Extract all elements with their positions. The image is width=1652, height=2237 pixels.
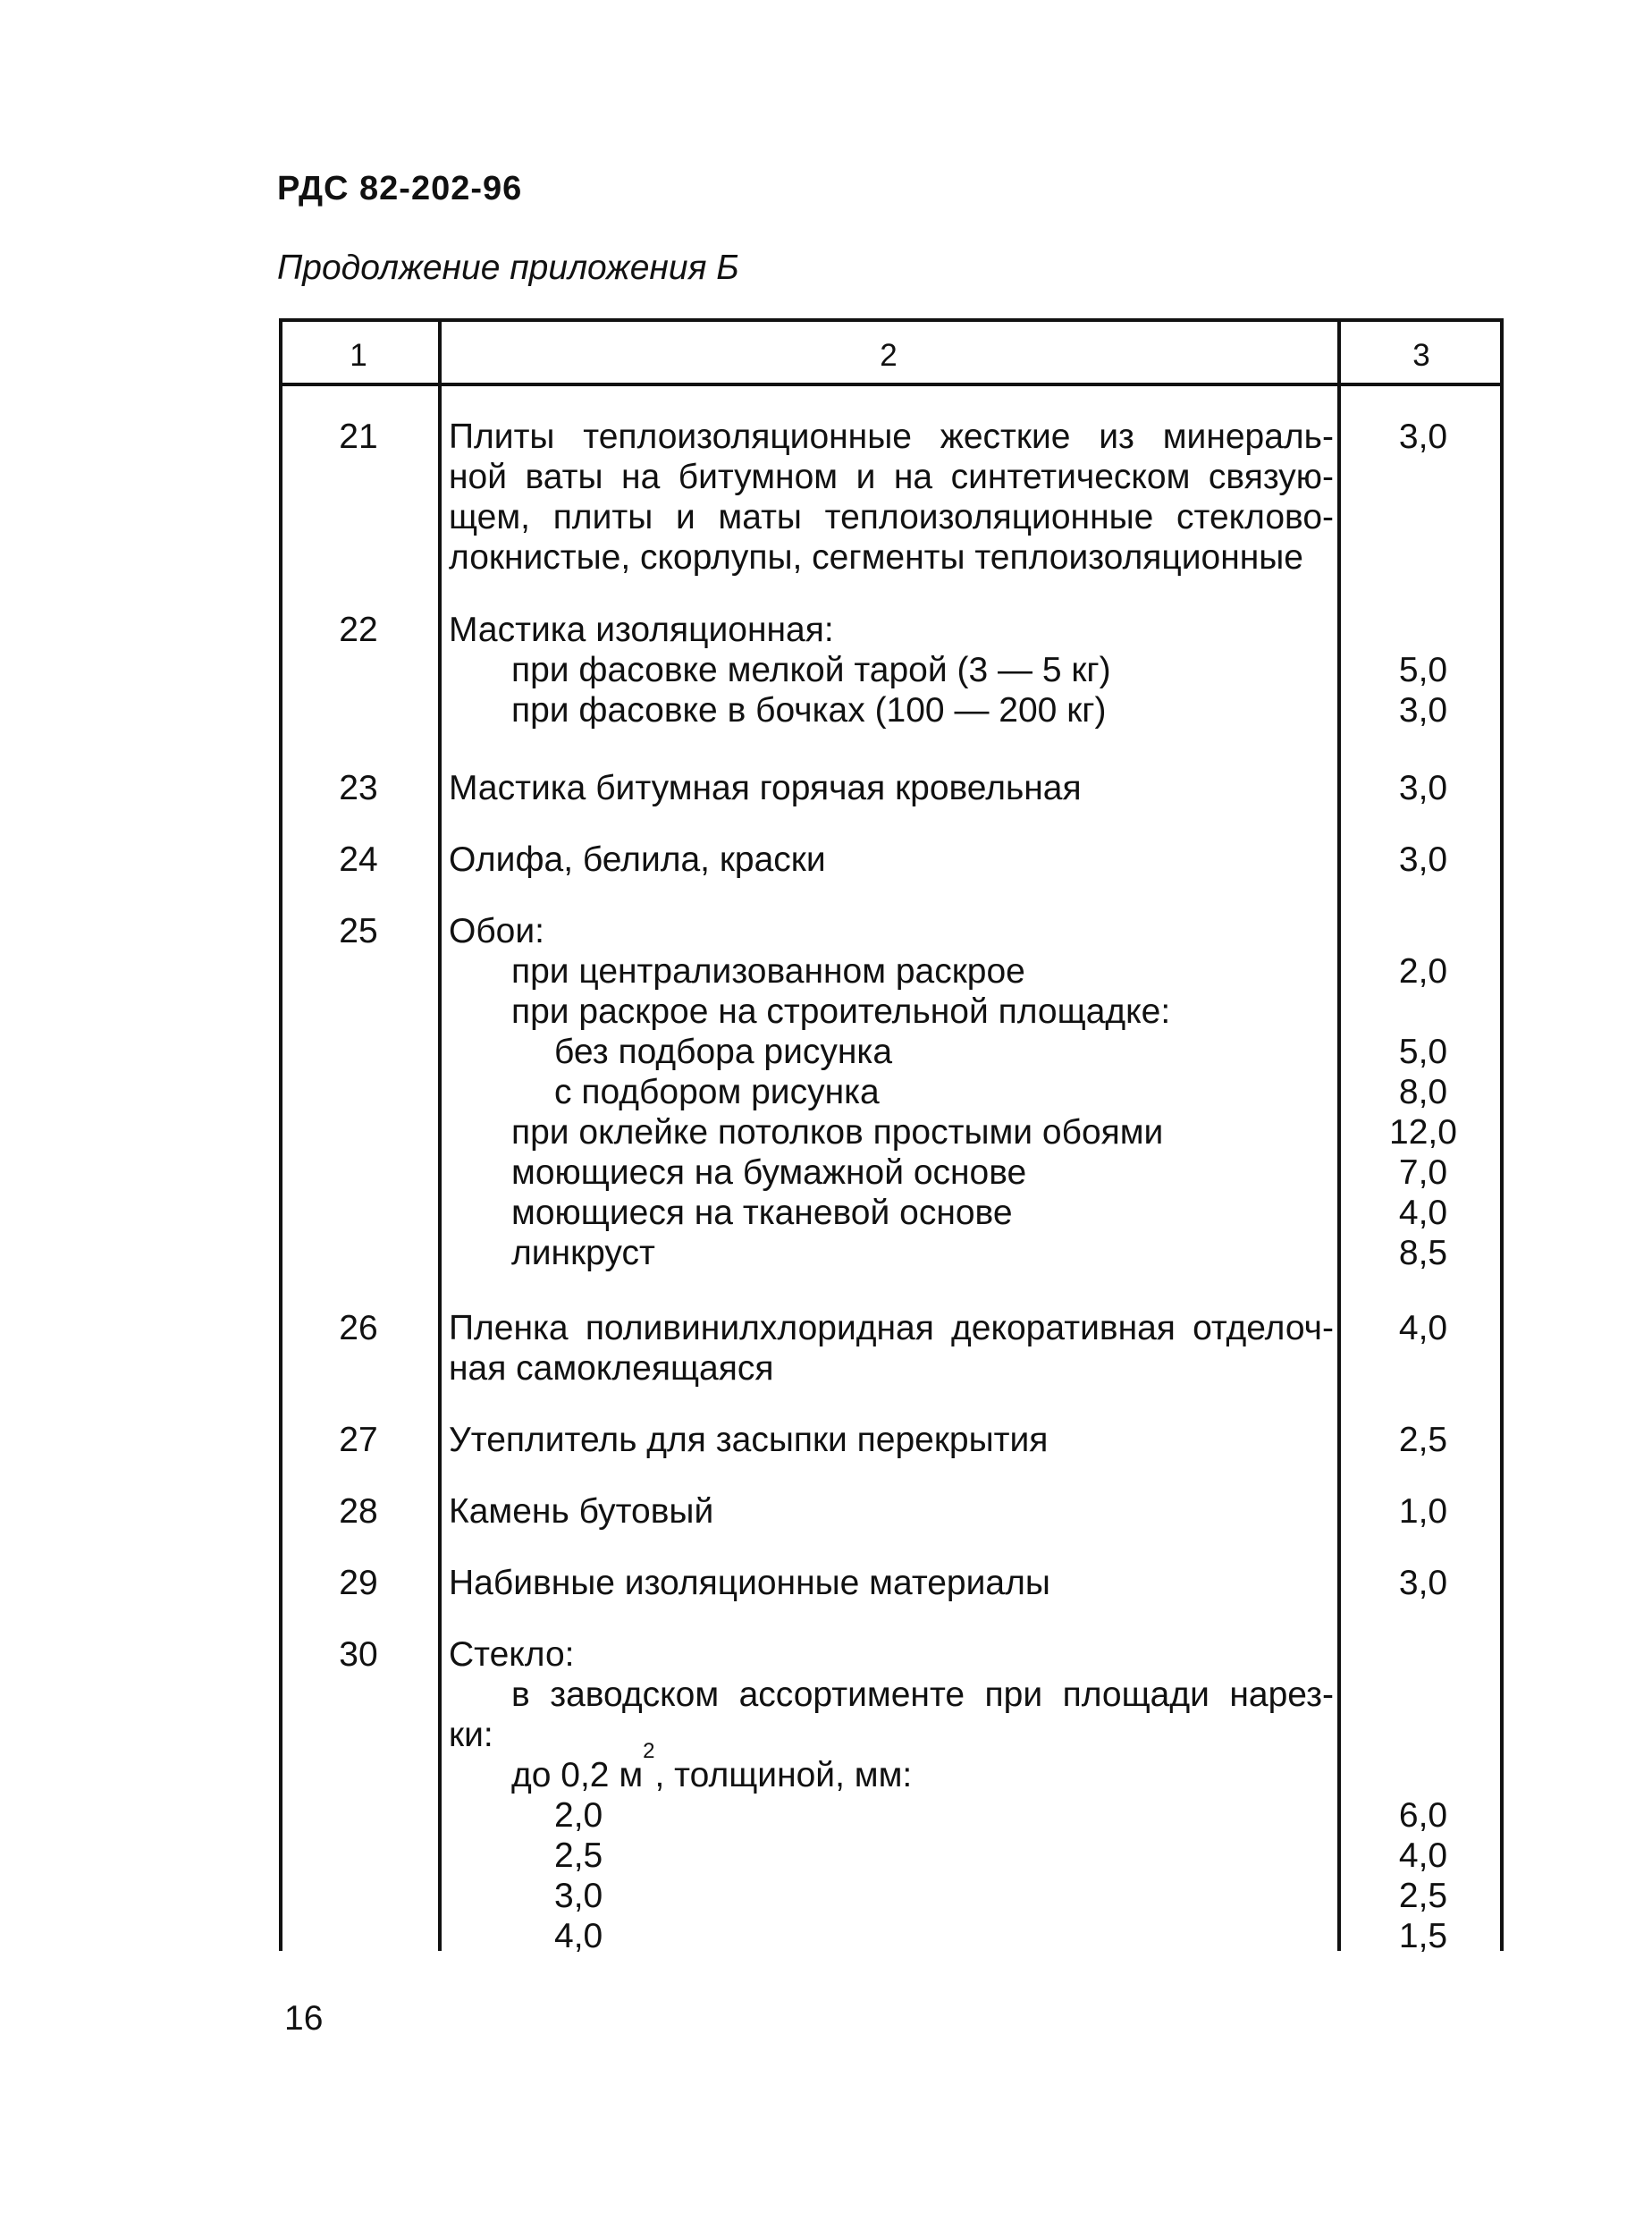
description-line: 2,5 (554, 1836, 603, 1875)
doc-code: РДС 82-202-96 (277, 170, 523, 207)
description-line: при оклейке потолков простыми обоями (511, 1113, 1164, 1152)
row-number: 28 (339, 1492, 378, 1531)
value-cell (1343, 1634, 1504, 1675)
description-line: линкруст (511, 1234, 655, 1272)
description-line: без подбора рисунка (554, 1033, 893, 1071)
description-line: при раскрое на строительной площадке: (511, 992, 1171, 1031)
value-cell: 5,0 (1398, 1033, 1448, 1071)
description-line: Стекло: (449, 1635, 575, 1674)
description-line: моющиеся на бумажной основе (511, 1153, 1027, 1192)
row-description (449, 1491, 1334, 1532)
row-values (1343, 1308, 1504, 1348)
description-line: ки: (449, 1716, 493, 1754)
value-cell (1343, 911, 1504, 951)
row-values (1343, 1563, 1504, 1603)
description-line: щем, плиты и маты теплоизоляционные стеклово- (449, 498, 1334, 536)
row-number: 23 (339, 769, 378, 807)
table-top-border (279, 318, 1504, 322)
row-number: 30 (339, 1635, 378, 1674)
description-line: Обои: (449, 912, 544, 950)
description-line: 2,0 (554, 1796, 603, 1835)
thickness-text: , толщиной, мм: (654, 1756, 913, 1794)
value-cell: 6,0 (1398, 1796, 1448, 1835)
value-cell: 8,5 (1398, 1234, 1448, 1272)
row-values (1343, 417, 1504, 457)
description-line: 3,0 (554, 1877, 603, 1915)
materials-table (279, 318, 1504, 1955)
value-cell: 4,0 (1398, 1309, 1448, 1347)
row-values (1343, 1420, 1504, 1460)
row-values (1343, 768, 1504, 808)
description-line (449, 1739, 1334, 1795)
row-description (449, 417, 1334, 578)
description-line: Камень бутовый (449, 1492, 714, 1531)
column-divider-2 (1337, 318, 1341, 1951)
description-line: Пленка поливинилхлоридная декоративная отделоч- (449, 1309, 1334, 1347)
row-number: 29 (339, 1564, 378, 1602)
row-values (1343, 610, 1504, 730)
description-line: Олифа, белила, краски (449, 840, 826, 879)
value-cell: 2,0 (1398, 952, 1448, 991)
value-cell: 12,0 (1389, 1113, 1457, 1152)
value-cell: 4,0 (1398, 1836, 1448, 1875)
description-line: Набивные изоляционные материалы (449, 1564, 1050, 1602)
row-number: 26 (339, 1309, 378, 1347)
row-description (449, 911, 1334, 1273)
row-values (1343, 840, 1504, 880)
value-cell: 8,0 (1398, 1073, 1448, 1111)
description-line: 4,0 (554, 1917, 603, 1955)
row-values (1343, 911, 1504, 1273)
value-cell (1343, 1675, 1504, 1715)
superscript-exponent: 2 (643, 1739, 655, 1763)
description-line: моющиеся на тканевой основе (511, 1194, 1013, 1232)
description-line: при фасовке мелкой тарой (3 — 5 кг) (511, 651, 1111, 689)
row-description (449, 1420, 1334, 1460)
value-cell: 2,5 (1398, 1877, 1448, 1915)
value-cell: 5,0 (1398, 651, 1448, 689)
description-line: Утеплитель для засыпки перекрытия (449, 1421, 1049, 1459)
row-number: 22 (339, 611, 378, 649)
description-line: при фасовке в бочках (100 — 200 кг) (511, 691, 1107, 730)
description-line: с подбором рисунка (554, 1073, 880, 1111)
value-cell: 3,0 (1398, 418, 1448, 456)
row-number: 27 (339, 1421, 378, 1459)
row-number: 21 (339, 418, 378, 456)
column-divider-1 (438, 318, 442, 1951)
description-line: ная самоклеящаяся (449, 1349, 774, 1388)
row-number: 25 (339, 912, 378, 950)
value-cell: 3,0 (1398, 840, 1448, 879)
row-number: 24 (339, 840, 378, 879)
value-cell: 3,0 (1398, 1564, 1448, 1602)
table-left-border (279, 318, 282, 1951)
description-line: ной ваты на битумном и на синтетическом связую- (449, 458, 1334, 496)
header-bottom-border (279, 383, 1504, 386)
value-cell: 7,0 (1398, 1153, 1448, 1192)
column-header-2: 2 (880, 338, 898, 373)
value-cell: 1,5 (1398, 1917, 1448, 1955)
value-cell (1343, 992, 1504, 1032)
row-description (449, 610, 1334, 730)
description-line: при централизованном раскрое (511, 952, 1025, 991)
appendix-subtitle: Продолжение приложения Б (277, 249, 739, 287)
page-number: 16 (284, 1999, 324, 2038)
description-line: Мастика битумная горячая кровельная (449, 769, 1082, 807)
row-values (1343, 1491, 1504, 1532)
value-cell: 3,0 (1398, 769, 1448, 807)
column-header-3: 3 (1412, 338, 1430, 373)
row-description (449, 840, 1334, 880)
row-description (449, 1563, 1334, 1603)
row-description (449, 1634, 1334, 1956)
value-cell: 4,0 (1398, 1194, 1448, 1232)
description-line: в заводском ассортименте при площади нарез- (511, 1676, 1334, 1714)
column-header-1: 1 (350, 338, 367, 373)
description-line: Плиты теплоизоляционные жесткие из минераль- (449, 418, 1334, 456)
row-description (449, 1308, 1334, 1389)
row-description (449, 768, 1334, 808)
row-values (1343, 1634, 1504, 1956)
value-cell (1343, 1755, 1504, 1795)
value-cell: 2,5 (1398, 1421, 1448, 1459)
value-cell: 3,0 (1398, 691, 1448, 730)
area-text: до 0,2 м (511, 1756, 644, 1794)
description-line: Мастика изоляционная: (449, 611, 834, 649)
description-line: локнистые, скорлупы, сегменты теплоизоляционные (449, 538, 1303, 577)
value-cell (1343, 1715, 1504, 1755)
value-cell (1343, 610, 1504, 650)
value-cell: 1,0 (1398, 1492, 1448, 1531)
